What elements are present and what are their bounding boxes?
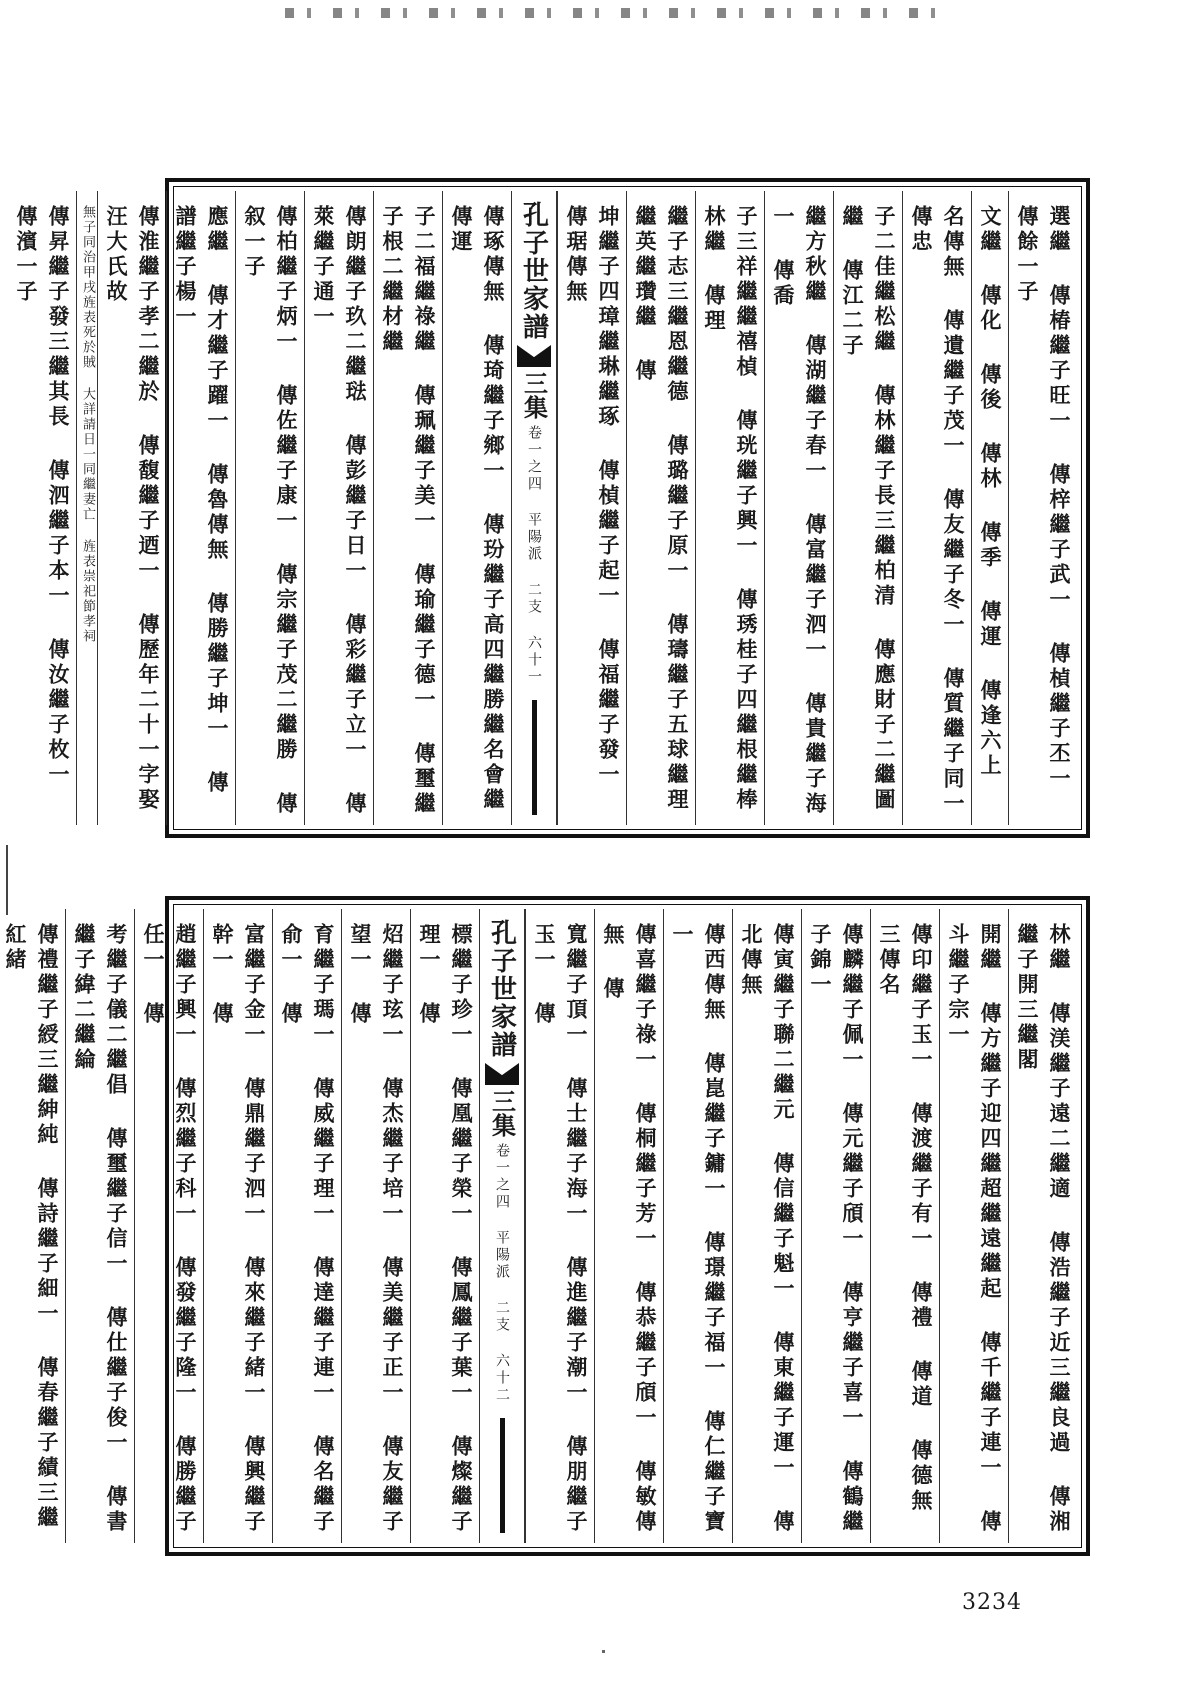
center-fold — [479, 909, 525, 1543]
scan-edge-noise — [285, 8, 935, 18]
text-column — [341, 909, 410, 1543]
text-column — [695, 191, 764, 825]
collection-label: 三集 — [519, 371, 549, 419]
fold-bar — [532, 700, 537, 815]
text-column — [304, 191, 373, 825]
column-text: 傳柏繼子炳一 傳佐繼子康一 傳宗繼子茂二繼勝 傳叙一子 — [242, 205, 299, 817]
book-title: 孔子世家譜 — [486, 919, 517, 1059]
column-text: 傳朗繼子玖二繼琺 傳彭繼子日一 傳彩繼子立一 傳萊繼子通一 — [311, 205, 368, 817]
text-column — [833, 191, 902, 825]
text-column — [442, 191, 511, 842]
column-text: 育繼子瑪一 傳威繼子理一 傳達繼子連一 傳名繼子俞一 傳 — [279, 923, 336, 1535]
text-column — [939, 909, 1008, 1543]
text-column — [557, 191, 626, 825]
text-column — [801, 909, 870, 1543]
text-column — [1008, 909, 1077, 1543]
column-text: 應繼 傳才繼子躍一 傳魯傳無 傳勝繼子坤一 傳譜繼子楊一 — [173, 205, 230, 796]
column-text: 標繼子珍一 傳凰繼子榮一 傳鳳繼子葉一 傳燦繼子理一 傳 — [417, 923, 474, 1535]
text-column — [1008, 191, 1077, 825]
column-strip — [14, 191, 1077, 846]
text-column — [902, 191, 971, 846]
genealogy-page-top — [14, 178, 1090, 846]
column-strip — [3, 909, 1077, 1543]
text-column — [373, 191, 442, 825]
collection-label: 三集 — [487, 1089, 517, 1137]
column-text: 炤繼子玹一 傳杰繼子培一 傳美繼子正一 傳友繼子望一 傳 — [348, 923, 405, 1535]
column-text: 文繼 傳化 傳後 傳林 傳季 傳運 傳逢六上 — [978, 205, 1003, 779]
column-text: 子二福繼祿繼 傳珮繼子美一 傳瑜繼子德一 傳璽繼子根二繼材繼 — [380, 205, 437, 817]
text-column — [870, 909, 939, 1543]
fish-tail-mark-icon — [517, 345, 551, 367]
column-text: 坤繼子四璋繼琳繼琢 傳楨繼子起一 傳福繼子發一 傳琚傳無 — [564, 205, 621, 817]
page-number: 3234 — [962, 1590, 1022, 1615]
text-column — [166, 191, 235, 825]
column-text: 傳喜繼子祿一 傳桐繼子芳一 傳恭繼子頎一 傳敏傳無 傳 — [601, 923, 658, 1535]
text-column — [594, 909, 663, 1543]
text-column — [971, 191, 1008, 825]
text-column — [97, 191, 166, 825]
text-column — [663, 909, 732, 1543]
column-text: 無子同治甲戌旌表死於賊 大詳請日一同繼妻亡 旌表崇祀節孝祠 — [80, 205, 95, 644]
text-column — [732, 909, 801, 1543]
column-text: 傳印繼子玉一 傳渡繼子有一 傳禮 傳道 傳德無三傳名 — [877, 923, 934, 1514]
column-text: 考繼子儀二繼倡 傳璽繼子信一 傳仕繼子俊一 傳書繼子緯二繼綸 — [72, 923, 129, 1535]
text-column — [764, 191, 833, 825]
column-text: 寬繼子頂一 傳士繼子海一 傳進繼子潮一 傳朋繼子玉一 傳 — [532, 923, 589, 1535]
text-column — [203, 909, 272, 1543]
section-label: 卷一之四 平陽派 二支 六十一 — [526, 425, 542, 686]
fish-tail-mark-icon — [485, 1063, 519, 1085]
text-column — [525, 909, 594, 1543]
column-text: 開繼 傳方繼子迎四繼超繼遠繼起 傳千繼子連一 傳斗繼子宗一 — [946, 923, 1003, 1535]
column-text: 富繼子金一 傳鼎繼子泗一 傳來繼子緒一 傳興繼子幹一 傳 — [210, 923, 267, 1535]
column-text: 傳禮繼子綬三繼紳純 傳詩繼子細一 傳春繼子績三繼紅緒 — [3, 923, 60, 1531]
column-text: 林繼 傳渼繼子遠二繼適 傳浩繼子近三繼良過 傳湘繼子開三繼閣 — [1015, 923, 1072, 1535]
text-column — [134, 909, 203, 1543]
text-column — [65, 909, 134, 1543]
text-column — [76, 191, 97, 825]
column-text: 名傳無 傳遺繼子茂一 傳友繼子冬一 傳質繼子同一 傳忠 — [909, 205, 966, 846]
column-text: 繼子志三繼恩繼德 傳璐繼子原一 傳璹繼子五球繼理繼英繼瓚繼 傳 — [633, 205, 690, 813]
text-column — [8, 191, 76, 825]
column-text: 傳琢傳無 傳琦繼子鄉一 傳玢繼子高四繼勝繼名會繼 傳運 — [449, 205, 506, 842]
genealogy-page-bottom — [3, 896, 1090, 1556]
column-text: 傳西傳無 傳崑繼子鏞一 傳璟繼子福一 傳仁繼子寶一 — [670, 923, 727, 1535]
text-column — [0, 909, 65, 1543]
section-label: 卷一之四 平陽派 二支 六十二 — [494, 1143, 510, 1404]
column-text: 傳麟繼子佩一 傳元繼子頎一 傳亨繼子喜一 傳鶴繼子錦一 — [808, 923, 865, 1535]
column-text: 傳昇繼子發三繼其長 傳泗繼子本一 傳汝繼子枚一 傳濱一子 — [14, 205, 71, 817]
text-column — [626, 191, 695, 825]
text-column — [410, 909, 479, 1543]
fold-bar — [500, 1418, 505, 1533]
center-fold — [511, 191, 557, 825]
text-column — [272, 909, 341, 1543]
scan-speck — [602, 1650, 605, 1653]
scan-margin-mark — [6, 845, 8, 915]
column-text: 傳淮繼子孝二繼於 傳馥繼子迺一 傳歷年二十一字娶汪大氏故 — [104, 205, 161, 813]
text-column — [235, 191, 304, 825]
column-text: 選繼 傳椿繼子旺一 傳梓繼子武一 傳楨繼子丕一 傳餘一子 — [1015, 205, 1072, 821]
column-text: 子二佳繼松繼 傳林繼子長三繼柏清 傳應財子二繼圖繼 傳江二子 — [840, 205, 897, 813]
column-text: 傳寅繼子聯二繼元 傳信繼子魁一 傳東繼子運一 傳北傳無 — [739, 923, 796, 1535]
column-text: 趙繼子興一 傳烈繼子科一 傳發繼子隆一 傳勝繼子任一 傳 — [141, 923, 198, 1535]
column-text: 子三祥繼繼禧楨 傳珖繼子興一 傳琇桂子四繼根繼棒林繼 傳理 — [702, 205, 759, 813]
column-text: 繼方秋繼 傳湖繼子春一 傳富繼子泗一 傳貴繼子海一 傳喬 — [771, 205, 828, 817]
book-title: 孔子世家譜 — [518, 201, 549, 341]
